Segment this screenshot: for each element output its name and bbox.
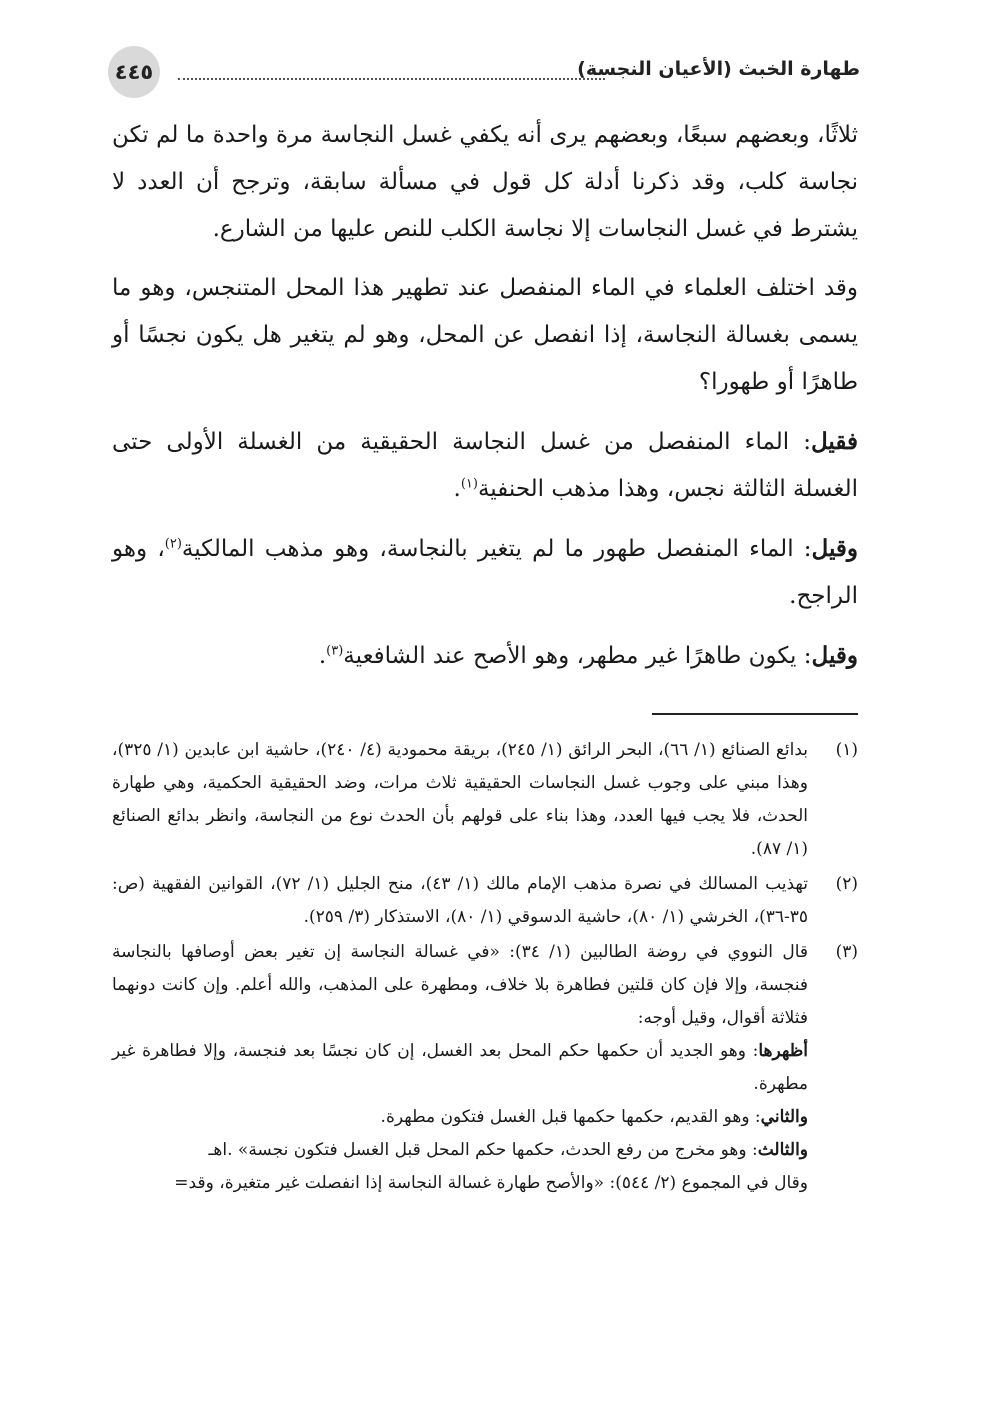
paragraph-5-end: . bbox=[318, 643, 327, 669]
paragraph-4-text: : الماء المنفصل طهور ما لم يتغير بالنجاسة، وهو مذهب المالكية bbox=[181, 536, 812, 562]
sub-text: : وهو الجديد أن حكمها حكم المحل بعد الغسل، إن كان نجسًا بعد فنجسة، وإلا فطاهرة غير مطهرة. bbox=[112, 1041, 808, 1094]
footnote-ref-2[interactable]: (٢) bbox=[164, 536, 182, 552]
sub-text: وقال في المجموع (٢/ ٥٤٤): «والأصح طهارة غسالة النجاسة إذا انفصلت غير متغيرة، وقد= bbox=[174, 1173, 808, 1193]
sub-term: أظهرها bbox=[758, 1041, 808, 1061]
header-dotted-leader bbox=[178, 78, 605, 80]
paragraph-5 bbox=[112, 632, 858, 680]
footnote-text: تهذيب المسالك في نصرة مذهب الإمام مالك (١/ ٤٣)، منح الجليل (١/ ٧٢)، القوانين الفقهية (ص: ٣٥-٣٦)، الخرشي (١/ ٨٠)، حاشية الدسوقي (١/ ٨٠)، الاستذكار (٣/ ٢٥٩). bbox=[112, 874, 808, 927]
footnote-3-sub-2 bbox=[112, 1101, 808, 1134]
footnote-ref-3[interactable]: (٣) bbox=[326, 643, 344, 659]
page-header bbox=[108, 40, 860, 100]
sub-text: : وهو القديم، حكمها حكمها قبل الغسل فتكون مطهرة. bbox=[380, 1107, 761, 1127]
paragraph-1: ثلاثًا، وبعضهم سبعًا، وبعضهم يرى أنه يكفي غسل النجاسة مرة واحدة ما لم تكن نجاسة كلب، وقد ذكرنا أدلة كل قول في مسألة سابقة، وترجح أن العدد لا يشترط في غسل النجاسات إلا نجاسة الكلب للنص عليها من الشارع. bbox=[112, 122, 858, 242]
running-title: طهارة الخبث (الأعيان النجسة) bbox=[577, 58, 860, 80]
paragraph-4-term: وقيل bbox=[811, 535, 858, 562]
footnote-3-sub-3 bbox=[112, 1134, 808, 1167]
footnote-text: بدائع الصنائع (١/ ٦٦)، البحر الرائق (١/ ٢٤٥)، بريقة محمودية (٤/ ٢٤٠)، حاشية ابن عابدين (١/ ٣٢٥)، وهذا مبني على وجوب غسل النجاسات الحقيقية ثلاث مرات، وضد الحقيقية الحكمية، وهي طهارة الحدث، فلا يجب فيها العدد، وهذا بناء على قولهم بأن الحدث نوع من النجاسة، وانظر بدائع الصنائع (١/ ٨٧). bbox=[112, 740, 809, 859]
footnote-1 bbox=[112, 734, 858, 866]
main-text bbox=[112, 112, 858, 692]
paragraph-3-end: . bbox=[453, 476, 461, 502]
footnote-number: (٢) bbox=[835, 874, 858, 894]
footnote-number: (٣) bbox=[835, 942, 858, 962]
paragraph-3-term: فقيل bbox=[811, 428, 858, 455]
footnote-text: قال النووي في روضة الطالبين (١/ ٣٤): «في غسالة النجاسة إن تغير بعض أوصافها بالنجاسة فنجسة، وإلا فإن كان قلتين فطاهرة بلا خلاف، ومطهرة على المذهب، والله أعلم. وإن كانت دونهما فثلاثة أقوال، وقيل أوجه: bbox=[112, 942, 808, 1028]
footnotes bbox=[112, 734, 858, 1202]
footnote-ref-1[interactable]: (١) bbox=[460, 476, 478, 492]
paragraph-3-text: : الماء المنفصل من غسل النجاسة الحقيقية من الغسلة الأولى حتى الغسلة الثالثة نجس، وهذا مذهب الحنفية bbox=[112, 429, 858, 502]
paragraph-4-end: ، وهو الراجح. bbox=[112, 536, 858, 609]
sub-term: والثاني bbox=[760, 1107, 808, 1127]
paragraph-3 bbox=[112, 418, 858, 513]
footnote-separator bbox=[652, 713, 858, 715]
sub-term: والثالث bbox=[757, 1140, 808, 1160]
footnote-3-sub-1 bbox=[112, 1035, 808, 1101]
sub-text: : وهو مخرج من رفع الحدث، حكمها حكم المحل قبل الغسل فتكون نجسة» .اهـ bbox=[208, 1140, 758, 1160]
paragraph-5-text: : يكون طاهرًا غير مطهر، وهو الأصح عند الشافعية bbox=[343, 643, 812, 669]
footnote-2 bbox=[112, 868, 858, 934]
paragraph-2: وقد اختلف العلماء في الماء المنفصل عند تطهير هذا المحل المتنجس، وهو ما يسمى بغسالة النجاسة، إذا انفصل عن المحل، وهو لم يتغير هل يكون نجسًا أو طاهرًا أو طهورا؟ bbox=[112, 275, 858, 395]
paragraph-5-term: وقيل bbox=[811, 642, 858, 669]
paragraph-4 bbox=[112, 525, 858, 620]
page-number: ٤٤٥ bbox=[108, 46, 160, 98]
footnote-3 bbox=[112, 936, 858, 1200]
footnote-3-sub-4 bbox=[112, 1167, 808, 1200]
footnote-number: (١) bbox=[835, 740, 858, 760]
